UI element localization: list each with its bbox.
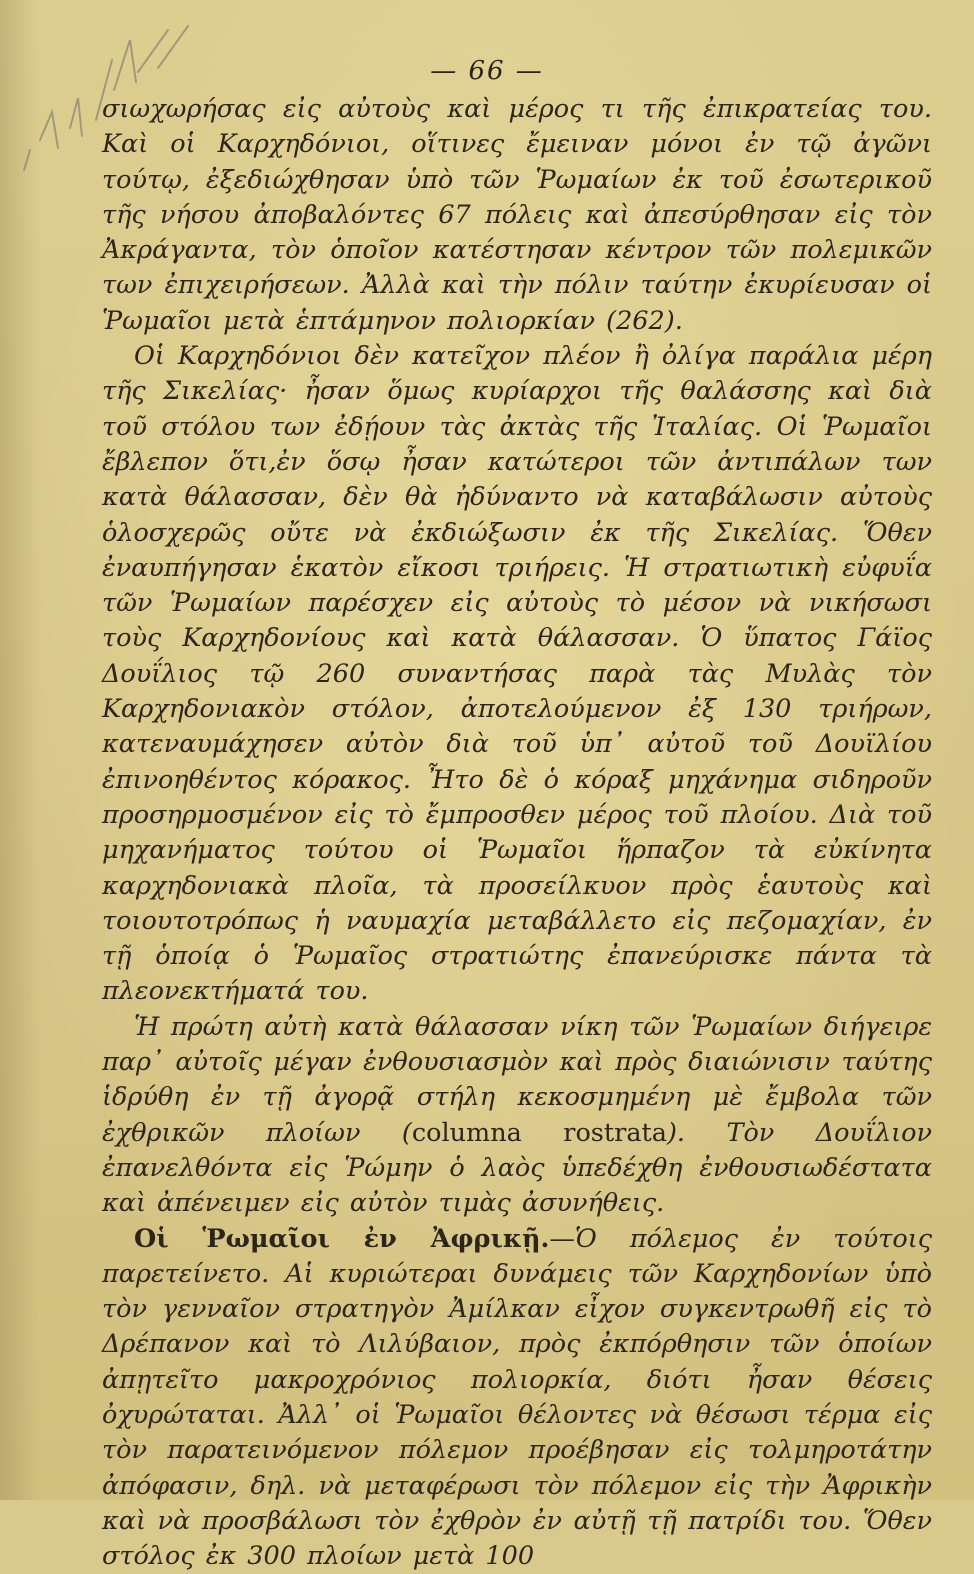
body-text [102, 92, 932, 1574]
paragraph-3-text-before: Ἡ πρώτη αὐτὴ κατὰ θάλασσαν νίκη τῶν Ῥωμαίων διήγειρε παρ᾽ αὐτοῖς μέγαν ἐνθουσιασμὸν καὶ πρὸς διαιώνισιν ταύτης ἱδρύθη ἐν τῇ ἀγορᾷ στήλη κεκοσμημένη μὲ ἔμβολα τῶν ἐχθρικῶν πλοίων ( [102, 1012, 932, 1148]
paragraph-4 [102, 1222, 932, 1574]
page-edge-shadow [0, 0, 40, 1500]
handwritten-note-text: 1142 [38, 119, 41, 121]
latin-term: columna rostrata [412, 1118, 667, 1148]
paragraph-4-text: —Ὁ πόλεμος ἐν τούτοις παρετείνετο. Αἱ κυριώτεραι δυνάμεις τῶν Καρχηδονίων ὑπὸ τὸν γενναῖον στρατηγὸν Ἀμίλκαν εἶχον συγκεντρωθῆ εἰς τὸ Δρέπανον καὶ τὸ Λιλύβαιον, πρὸς ἐκπόρθησιν τῶν ὁποίων ἀπῃτεῖτο μακροχρόνιος πολιορκία, διότι ἦσαν θέσεις ὀχυρώταται. Ἀλλ᾽ οἱ Ῥωμαῖοι θέλοντες νὰ θέσωσι τέρμα εἰς τὸν παρατεινόμενον πόλεμον προέβησαν εἰς τολμηροτάτην ἀπόφασιν, δηλ. νὰ μεταφέρωσι τὸν πόλεμον εἰς τὴν Ἀφρικὴν καὶ νὰ προσβάλωσι τὸν ἐχθρὸν ἐν αὐτῇ τῇ πατρίδι του. Ὅθεν στόλος ἐκ 300 πλοίων μετὰ 100 [102, 1224, 932, 1572]
paragraph-3-text-after: ). Τὸν Δουΐλιον ἐπανελθόντα εἰς Ῥώμην ὁ λαὸς ὑπεδέχθη ἐνθουσιωδέστατα καὶ ἀπένειμεν εἰς αὐτὸν τιμὰς ἀσυνήθεις. [102, 1118, 932, 1219]
paragraph-1: σιωχωρήσας εἰς αὐτοὺς καὶ μέρος τι τῆς ἐπικρατείας του. Καὶ οἱ Καρχηδόνιοι, οἵτινες ἔμειναν μόνοι ἐν τῷ ἀγῶνι τούτῳ, ἐξεδιώχθησαν ὑπὸ τῶν Ῥωμαίων ἐκ τοῦ ἐσωτερικοῦ τῆς νήσου ἀποβαλόντες 67 πόλεις καὶ ἀπεσύρθησαν εἰς τὸν Ἀκράγαντα, τὸν ὁποῖον κατέστησαν κέντρον τῶν πολεμικῶν των ἐπιχειρήσεων. Ἀλλὰ καὶ τὴν πόλιν ταύτην ἐκυρίευσαν οἱ Ῥωμαῖοι μετὰ ἑπτάμηνον πολιορκίαν (262). [102, 92, 932, 339]
page-number: — 66 — [0, 56, 974, 86]
paragraph-2: Οἱ Καρχηδόνιοι δὲν κατεῖχον πλέον ἢ ὀλίγα παράλια μέρη τῆς Σικελίας· ἦσαν ὅμως κυρίαρχοι τῆς θαλάσσης καὶ διὰ τοῦ στόλου των ἐδῄουν τὰς ἀκτὰς τῆς Ἰταλίας. Οἱ Ῥωμαῖοι ἔβλεπον ὅτι,ἐν ὅσῳ ἦσαν κατώτεροι τῶν ἀντιπάλων των κατὰ θάλασσαν, δὲν θὰ ἠδύναντο νὰ καταβάλωσιν αὐτοὺς ὁλοσχερῶς οὔτε νὰ ἐκδιώξωσιν ἐκ τῆς Σικελίας. Ὅθεν ἐναυπήγησαν ἑκατὸν εἴκοσι τριήρεις. Ἡ στρατιωτικὴ εὐφυΐα τῶν Ῥωμαίων παρέσχεν εἰς αὐτοὺς τὸ μέσον νὰ νικήσωσι τοὺς Καρχηδονίους καὶ κατὰ θάλασσαν. Ὁ ὕπατος Γάϊος Δουΐλιος τῷ 260 συναντήσας παρὰ τὰς Μυλὰς τὸν Καρχηδονιακὸν στόλον, ἀποτελούμενον ἐξ 130 τριήρων, κατεναυμάχησεν αὐτὸν διὰ τοῦ ὑπ᾽ αὐτοῦ τοῦ Δουϊλίου ἐπινοηθέντος κόρακος. Ἦτο δὲ ὁ κόραξ μηχάνημα σιδηροῦν προσηρμοσμένον εἰς τὸ ἔμπροσθεν μέρος τοῦ πλοίου. Διὰ τοῦ μηχανήματος τούτου οἱ Ῥωμαῖοι ἥρπαζον τὰ εὐκίνητα καρχηδονιακὰ πλοῖα, τὰ προσείλκυον πρὸς ἑαυτοὺς καὶ τοιουτοτρόπως ἡ ναυμαχία μεταβάλλετο εἰς πεζομαχίαν, ἐν τῇ ὁποίᾳ ὁ Ῥωμαῖος στρατιώτης ἐπανεύρισκε πάντα τὰ πλεονεκτήματά του. [102, 339, 932, 1010]
paragraph-3 [102, 1010, 932, 1222]
section-heading: Οἱ Ῥωμαῖοι ἐν Ἀφρικῇ. [134, 1224, 549, 1254]
